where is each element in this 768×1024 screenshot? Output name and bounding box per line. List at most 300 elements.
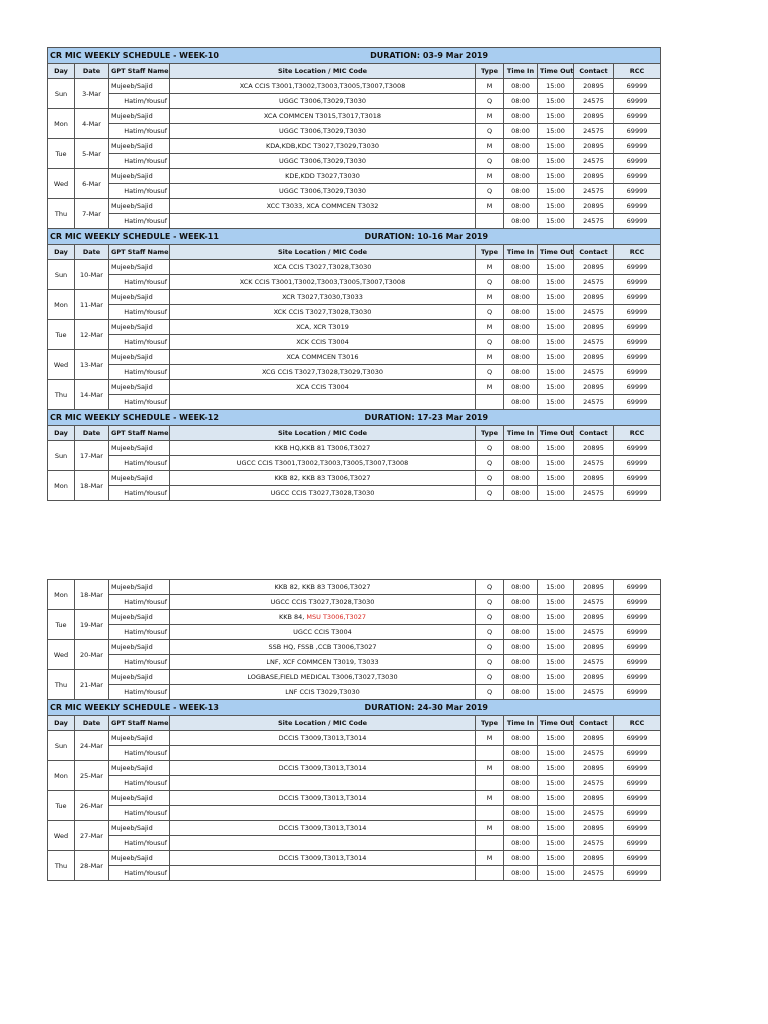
week-duration: DURATION: 03-9 Mar 2019 bbox=[370, 51, 489, 60]
staff-cell: Mujeeb/Sajid bbox=[109, 109, 170, 124]
rcc-cell: 69999 bbox=[614, 821, 661, 836]
site-cell: KDE,KDD T3027,T3030 bbox=[170, 169, 476, 184]
staff-cell: Mujeeb/Sajid bbox=[109, 610, 170, 625]
rcc-cell: 69999 bbox=[614, 791, 661, 806]
type-cell: Q bbox=[476, 305, 504, 320]
table-row bbox=[48, 670, 661, 685]
table-row bbox=[48, 169, 661, 184]
type-cell: Q bbox=[476, 471, 504, 486]
site-cell: UGGC T3006,T3029,T3030 bbox=[170, 184, 476, 199]
date-cell: 14-Mar bbox=[75, 380, 109, 410]
contact-cell: 20895 bbox=[574, 821, 614, 836]
site-cell: DCCIS T3009,T3013,T3014 bbox=[170, 851, 476, 866]
time-out-cell: 15:00 bbox=[538, 335, 574, 350]
table-row bbox=[48, 471, 661, 486]
time-out-cell: 15:00 bbox=[538, 290, 574, 305]
site-cell: DCCIS T3009,T3013,T3014 bbox=[170, 731, 476, 746]
date-cell: 21-Mar bbox=[75, 670, 109, 700]
table-row bbox=[48, 109, 661, 124]
table-row bbox=[48, 580, 661, 595]
type-cell: Q bbox=[476, 154, 504, 169]
rcc-cell: 69999 bbox=[614, 761, 661, 776]
time-out-cell: 15:00 bbox=[538, 94, 574, 109]
contact-cell: 20895 bbox=[574, 640, 614, 655]
staff-cell: Hatim/Yousuf bbox=[109, 124, 170, 139]
site-cell: XCR T3027,T3030,T3033 bbox=[170, 290, 476, 305]
header-rcc: RCC bbox=[614, 245, 661, 260]
contact-cell: 24575 bbox=[574, 625, 614, 640]
site-cell: DCCIS T3009,T3013,T3014 bbox=[170, 761, 476, 776]
schedule-table-page-2 bbox=[47, 579, 661, 881]
type-cell: M bbox=[476, 380, 504, 395]
contact-cell: 20895 bbox=[574, 290, 614, 305]
staff-cell: Mujeeb/Sajid bbox=[109, 380, 170, 395]
rcc-cell: 69999 bbox=[614, 109, 661, 124]
rcc-cell: 69999 bbox=[614, 305, 661, 320]
day-cell: Wed bbox=[48, 821, 75, 851]
site-cell bbox=[170, 836, 476, 851]
header-staff: GPT Staff Name bbox=[109, 426, 170, 441]
table-row bbox=[48, 365, 661, 380]
day-cell: Thu bbox=[48, 380, 75, 410]
week-title-cell bbox=[48, 48, 661, 64]
time-out-cell: 15:00 bbox=[538, 625, 574, 640]
rcc-cell: 69999 bbox=[614, 169, 661, 184]
rcc-cell: 69999 bbox=[614, 866, 661, 881]
date-cell: 10-Mar bbox=[75, 260, 109, 290]
time-out-cell: 15:00 bbox=[538, 655, 574, 670]
time-in-cell: 08:00 bbox=[504, 580, 538, 595]
type-cell: Q bbox=[476, 275, 504, 290]
time-out-cell: 15:00 bbox=[538, 836, 574, 851]
time-out-cell: 15:00 bbox=[538, 275, 574, 290]
site-cell: LNF CCIS T3029,T3030 bbox=[170, 685, 476, 700]
type-cell: Q bbox=[476, 184, 504, 199]
type-cell: Q bbox=[476, 595, 504, 610]
staff-cell: Mujeeb/Sajid bbox=[109, 670, 170, 685]
date-cell: 6-Mar bbox=[75, 169, 109, 199]
time-out-cell: 15:00 bbox=[538, 761, 574, 776]
time-in-cell: 08:00 bbox=[504, 761, 538, 776]
contact-cell: 24575 bbox=[574, 94, 614, 109]
column-header-row bbox=[48, 64, 661, 79]
table-row bbox=[48, 290, 661, 305]
rcc-cell: 69999 bbox=[614, 79, 661, 94]
site-cell: XCA, XCR T3019 bbox=[170, 320, 476, 335]
table-row bbox=[48, 776, 661, 791]
contact-cell: 24575 bbox=[574, 776, 614, 791]
staff-cell: Hatim/Yousuf bbox=[109, 866, 170, 881]
date-cell: 13-Mar bbox=[75, 350, 109, 380]
header-type: Type bbox=[476, 716, 504, 731]
site-cell bbox=[170, 866, 476, 881]
time-in-cell: 08:00 bbox=[504, 486, 538, 501]
contact-cell: 20895 bbox=[574, 791, 614, 806]
time-in-cell: 08:00 bbox=[504, 139, 538, 154]
site-highlight-text: MSU T3006,T3027 bbox=[306, 613, 367, 621]
column-header-row bbox=[48, 716, 661, 731]
schedule-table-page-1 bbox=[47, 47, 661, 501]
time-in-cell: 08:00 bbox=[504, 380, 538, 395]
contact-cell: 24575 bbox=[574, 866, 614, 881]
date-cell: 28-Mar bbox=[75, 851, 109, 881]
date-cell: 3-Mar bbox=[75, 79, 109, 109]
contact-cell: 20895 bbox=[574, 380, 614, 395]
table-row bbox=[48, 746, 661, 761]
type-cell: Q bbox=[476, 640, 504, 655]
date-cell: 4-Mar bbox=[75, 109, 109, 139]
site-cell: LOGBASE,FIELD MEDICAL T3006,T3027,T3030 bbox=[170, 670, 476, 685]
table-row bbox=[48, 441, 661, 456]
header-contact: Contact bbox=[574, 64, 614, 79]
contact-cell: 24575 bbox=[574, 836, 614, 851]
week-title-row bbox=[48, 700, 661, 716]
header-rcc: RCC bbox=[614, 64, 661, 79]
rcc-cell: 69999 bbox=[614, 260, 661, 275]
contact-cell: 20895 bbox=[574, 851, 614, 866]
site-cell bbox=[170, 806, 476, 821]
rcc-cell: 69999 bbox=[614, 380, 661, 395]
table-row bbox=[48, 456, 661, 471]
time-in-cell: 08:00 bbox=[504, 320, 538, 335]
type-cell bbox=[476, 806, 504, 821]
type-cell: M bbox=[476, 109, 504, 124]
type-cell: Q bbox=[476, 365, 504, 380]
time-out-cell: 15:00 bbox=[538, 731, 574, 746]
table-row bbox=[48, 821, 661, 836]
header-staff: GPT Staff Name bbox=[109, 245, 170, 260]
time-out-cell: 15:00 bbox=[538, 851, 574, 866]
time-in-cell: 08:00 bbox=[504, 746, 538, 761]
site-cell: XCG CCIS T3027,T3028,T3029,T3030 bbox=[170, 365, 476, 380]
site-cell: XCK CCIS T3004 bbox=[170, 335, 476, 350]
day-cell: Sun bbox=[48, 731, 75, 761]
staff-cell: Hatim/Yousuf bbox=[109, 456, 170, 471]
header-staff: GPT Staff Name bbox=[109, 64, 170, 79]
time-out-cell: 15:00 bbox=[538, 685, 574, 700]
time-in-cell: 08:00 bbox=[504, 836, 538, 851]
staff-cell: Mujeeb/Sajid bbox=[109, 640, 170, 655]
day-cell: Mon bbox=[48, 471, 75, 501]
schedule-page-2 bbox=[47, 583, 660, 877]
time-in-cell: 08:00 bbox=[504, 791, 538, 806]
week-title-cell bbox=[48, 410, 661, 426]
time-in-cell: 08:00 bbox=[504, 395, 538, 410]
table-row bbox=[48, 305, 661, 320]
time-in-cell: 08:00 bbox=[504, 866, 538, 881]
table-row bbox=[48, 731, 661, 746]
table-row bbox=[48, 655, 661, 670]
staff-cell: Mujeeb/Sajid bbox=[109, 169, 170, 184]
type-cell: M bbox=[476, 199, 504, 214]
header-tout: Time Out bbox=[538, 64, 574, 79]
header-day: Day bbox=[48, 64, 75, 79]
contact-cell: 24575 bbox=[574, 746, 614, 761]
type-cell: Q bbox=[476, 124, 504, 139]
day-cell: Sun bbox=[48, 260, 75, 290]
type-cell: Q bbox=[476, 94, 504, 109]
week-title-cell bbox=[48, 700, 661, 716]
time-in-cell: 08:00 bbox=[504, 365, 538, 380]
time-in-cell: 08:00 bbox=[504, 124, 538, 139]
rcc-cell: 69999 bbox=[614, 154, 661, 169]
header-rcc: RCC bbox=[614, 426, 661, 441]
contact-cell: 24575 bbox=[574, 685, 614, 700]
date-cell: 7-Mar bbox=[75, 199, 109, 229]
date-cell: 17-Mar bbox=[75, 441, 109, 471]
time-in-cell: 08:00 bbox=[504, 335, 538, 350]
week-duration: DURATION: 17-23 Mar 2019 bbox=[364, 413, 489, 422]
staff-cell: Hatim/Yousuf bbox=[109, 214, 170, 229]
site-cell: SSB HQ, FSSB ,CCB T3006,T3027 bbox=[170, 640, 476, 655]
time-out-cell: 15:00 bbox=[538, 746, 574, 761]
day-cell: Wed bbox=[48, 350, 75, 380]
day-cell: Tue bbox=[48, 139, 75, 169]
time-in-cell: 08:00 bbox=[504, 851, 538, 866]
type-cell: M bbox=[476, 791, 504, 806]
site-cell: UGCC CCIS T3001,T3002,T3003,T3005,T3007,T3008 bbox=[170, 456, 476, 471]
time-out-cell: 15:00 bbox=[538, 199, 574, 214]
column-header-row bbox=[48, 245, 661, 260]
rcc-cell: 69999 bbox=[614, 610, 661, 625]
type-cell: M bbox=[476, 320, 504, 335]
rcc-cell: 69999 bbox=[614, 365, 661, 380]
day-cell: Wed bbox=[48, 169, 75, 199]
time-out-cell: 15:00 bbox=[538, 184, 574, 199]
time-in-cell: 08:00 bbox=[504, 731, 538, 746]
table-row bbox=[48, 806, 661, 821]
time-out-cell: 15:00 bbox=[538, 471, 574, 486]
time-in-cell: 08:00 bbox=[504, 670, 538, 685]
site-cell: UGCC CCIS T3027,T3028,T3030 bbox=[170, 486, 476, 501]
rcc-cell: 69999 bbox=[614, 184, 661, 199]
time-out-cell: 15:00 bbox=[538, 305, 574, 320]
time-out-cell: 15:00 bbox=[538, 154, 574, 169]
site-cell: UGCC CCIS T3027,T3028,T3030 bbox=[170, 595, 476, 610]
rcc-cell: 69999 bbox=[614, 94, 661, 109]
staff-cell: Mujeeb/Sajid bbox=[109, 350, 170, 365]
site-cell bbox=[170, 746, 476, 761]
time-out-cell: 15:00 bbox=[538, 640, 574, 655]
time-in-cell: 08:00 bbox=[504, 169, 538, 184]
time-in-cell: 08:00 bbox=[504, 471, 538, 486]
header-date: Date bbox=[75, 426, 109, 441]
date-cell: 5-Mar bbox=[75, 139, 109, 169]
header-day: Day bbox=[48, 245, 75, 260]
header-tout: Time Out bbox=[538, 426, 574, 441]
staff-cell: Hatim/Yousuf bbox=[109, 836, 170, 851]
date-cell: 12-Mar bbox=[75, 320, 109, 350]
time-out-cell: 15:00 bbox=[538, 124, 574, 139]
table-row bbox=[48, 79, 661, 94]
rcc-cell: 69999 bbox=[614, 139, 661, 154]
rcc-cell: 69999 bbox=[614, 486, 661, 501]
day-cell: Thu bbox=[48, 670, 75, 700]
contact-cell: 20895 bbox=[574, 761, 614, 776]
site-cell bbox=[170, 776, 476, 791]
time-in-cell: 08:00 bbox=[504, 776, 538, 791]
day-cell: Thu bbox=[48, 851, 75, 881]
staff-cell: Mujeeb/Sajid bbox=[109, 290, 170, 305]
contact-cell: 24575 bbox=[574, 124, 614, 139]
day-cell: Tue bbox=[48, 610, 75, 640]
site-cell: DCCIS T3009,T3013,T3014 bbox=[170, 791, 476, 806]
time-out-cell: 15:00 bbox=[538, 791, 574, 806]
type-cell: M bbox=[476, 260, 504, 275]
time-in-cell: 08:00 bbox=[504, 441, 538, 456]
site-cell: XCK CCIS T3027,T3028,T3030 bbox=[170, 305, 476, 320]
date-cell: 24-Mar bbox=[75, 731, 109, 761]
site-cell: KKB 82, KKB 83 T3006,T3027 bbox=[170, 580, 476, 595]
type-cell: M bbox=[476, 290, 504, 305]
type-cell: M bbox=[476, 139, 504, 154]
day-cell: Mon bbox=[48, 290, 75, 320]
contact-cell: 24575 bbox=[574, 154, 614, 169]
date-cell: 25-Mar bbox=[75, 761, 109, 791]
header-site: Site Location / MIC Code bbox=[170, 245, 476, 260]
staff-cell: Hatim/Yousuf bbox=[109, 625, 170, 640]
staff-cell: Mujeeb/Sajid bbox=[109, 441, 170, 456]
table-row bbox=[48, 335, 661, 350]
type-cell bbox=[476, 214, 504, 229]
time-out-cell: 15:00 bbox=[538, 139, 574, 154]
site-cell: XCA CCIS T3001,T3002,T3003,T3005,T3007,T3008 bbox=[170, 79, 476, 94]
table-row bbox=[48, 94, 661, 109]
time-in-cell: 08:00 bbox=[504, 305, 538, 320]
table-row bbox=[48, 685, 661, 700]
staff-cell: Mujeeb/Sajid bbox=[109, 79, 170, 94]
header-tout: Time Out bbox=[538, 716, 574, 731]
time-in-cell: 08:00 bbox=[504, 821, 538, 836]
site-cell: UGCC CCIS T3004 bbox=[170, 625, 476, 640]
staff-cell: Hatim/Yousuf bbox=[109, 776, 170, 791]
table-row bbox=[48, 260, 661, 275]
time-in-cell: 08:00 bbox=[504, 350, 538, 365]
contact-cell: 20895 bbox=[574, 670, 614, 685]
site-cell bbox=[170, 610, 476, 625]
table-row bbox=[48, 320, 661, 335]
table-row bbox=[48, 380, 661, 395]
table-row bbox=[48, 275, 661, 290]
time-out-cell: 15:00 bbox=[538, 486, 574, 501]
staff-cell: Hatim/Yousuf bbox=[109, 655, 170, 670]
table-row bbox=[48, 625, 661, 640]
table-row bbox=[48, 640, 661, 655]
day-cell: Thu bbox=[48, 199, 75, 229]
header-type: Type bbox=[476, 64, 504, 79]
contact-cell: 24575 bbox=[574, 365, 614, 380]
rcc-cell: 69999 bbox=[614, 441, 661, 456]
contact-cell: 24575 bbox=[574, 595, 614, 610]
header-date: Date bbox=[75, 64, 109, 79]
header-rcc: RCC bbox=[614, 716, 661, 731]
type-cell: M bbox=[476, 169, 504, 184]
time-out-cell: 15:00 bbox=[538, 580, 574, 595]
staff-cell: Mujeeb/Sajid bbox=[109, 580, 170, 595]
table-row bbox=[48, 791, 661, 806]
rcc-cell: 69999 bbox=[614, 335, 661, 350]
staff-cell: Mujeeb/Sajid bbox=[109, 139, 170, 154]
table-row bbox=[48, 851, 661, 866]
rcc-cell: 69999 bbox=[614, 275, 661, 290]
type-cell: Q bbox=[476, 580, 504, 595]
header-date: Date bbox=[75, 716, 109, 731]
staff-cell: Mujeeb/Sajid bbox=[109, 761, 170, 776]
header-contact: Contact bbox=[574, 426, 614, 441]
staff-cell: Mujeeb/Sajid bbox=[109, 320, 170, 335]
date-cell: 20-Mar bbox=[75, 640, 109, 670]
staff-cell: Hatim/Yousuf bbox=[109, 685, 170, 700]
header-date: Date bbox=[75, 245, 109, 260]
site-cell bbox=[170, 214, 476, 229]
contact-cell: 20895 bbox=[574, 731, 614, 746]
rcc-cell: 69999 bbox=[614, 836, 661, 851]
time-out-cell: 15:00 bbox=[538, 365, 574, 380]
header-tin: Time In bbox=[504, 426, 538, 441]
staff-cell: Mujeeb/Sajid bbox=[109, 471, 170, 486]
week-title: CR MIC WEEKLY SCHEDULE - WEEK-10 bbox=[50, 51, 219, 60]
rcc-cell: 69999 bbox=[614, 456, 661, 471]
table-row bbox=[48, 184, 661, 199]
week-title: CR MIC WEEKLY SCHEDULE - WEEK-13 bbox=[50, 703, 219, 712]
time-in-cell: 08:00 bbox=[504, 109, 538, 124]
rcc-cell: 69999 bbox=[614, 350, 661, 365]
day-cell: Wed bbox=[48, 640, 75, 670]
site-cell: XCK CCIS T3001,T3002,T3003,T3005,T3007,T3008 bbox=[170, 275, 476, 290]
table-row bbox=[48, 486, 661, 501]
date-cell: 18-Mar bbox=[75, 580, 109, 610]
rcc-cell: 69999 bbox=[614, 320, 661, 335]
time-out-cell: 15:00 bbox=[538, 670, 574, 685]
contact-cell: 20895 bbox=[574, 441, 614, 456]
day-cell: Sun bbox=[48, 79, 75, 109]
rcc-cell: 69999 bbox=[614, 199, 661, 214]
contact-cell: 20895 bbox=[574, 79, 614, 94]
time-out-cell: 15:00 bbox=[538, 821, 574, 836]
contact-cell: 20895 bbox=[574, 169, 614, 184]
type-cell: Q bbox=[476, 486, 504, 501]
contact-cell: 24575 bbox=[574, 456, 614, 471]
week-title-cell bbox=[48, 229, 661, 245]
type-cell bbox=[476, 395, 504, 410]
rcc-cell: 69999 bbox=[614, 214, 661, 229]
rcc-cell: 69999 bbox=[614, 290, 661, 305]
rcc-cell: 69999 bbox=[614, 640, 661, 655]
contact-cell: 24575 bbox=[574, 184, 614, 199]
day-cell: Tue bbox=[48, 791, 75, 821]
site-cell: KKB 82, KKB 83 T3006,T3027 bbox=[170, 471, 476, 486]
contact-cell: 20895 bbox=[574, 109, 614, 124]
table-row bbox=[48, 395, 661, 410]
schedule-page-1 bbox=[47, 47, 660, 497]
table-row bbox=[48, 595, 661, 610]
week-title-row bbox=[48, 229, 661, 245]
header-site: Site Location / MIC Code bbox=[170, 64, 476, 79]
staff-cell: Hatim/Yousuf bbox=[109, 395, 170, 410]
date-cell: 19-Mar bbox=[75, 610, 109, 640]
header-contact: Contact bbox=[574, 716, 614, 731]
header-tout: Time Out bbox=[538, 245, 574, 260]
table-row bbox=[48, 761, 661, 776]
staff-cell: Mujeeb/Sajid bbox=[109, 260, 170, 275]
site-cell: DCCIS T3009,T3013,T3014 bbox=[170, 821, 476, 836]
type-cell: M bbox=[476, 79, 504, 94]
site-cell: XCA COMMCEN T3015,T3017,T3018 bbox=[170, 109, 476, 124]
time-out-cell: 15:00 bbox=[538, 395, 574, 410]
table-row bbox=[48, 836, 661, 851]
header-day: Day bbox=[48, 716, 75, 731]
site-cell: XCC T3033, XCA COMMCEN T3032 bbox=[170, 199, 476, 214]
